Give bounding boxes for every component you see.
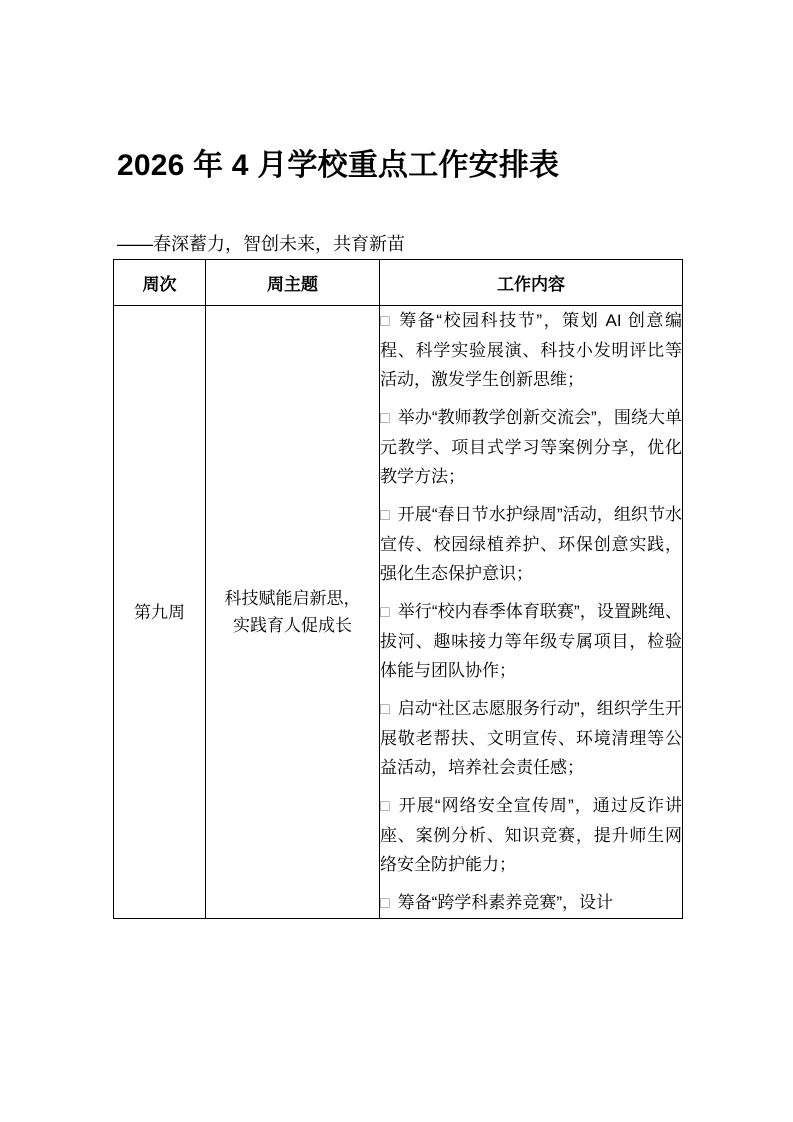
checkbox-square-icon: □ — [380, 895, 390, 912]
task-item — [380, 597, 682, 685]
cell-week-number: 第九周 — [114, 306, 206, 919]
checkbox-square-icon: □ — [380, 798, 391, 815]
table-header-row — [114, 260, 683, 306]
checkbox-square-icon: □ — [380, 604, 390, 621]
checkbox-square-icon: □ — [380, 701, 390, 718]
page-subtitle: ——春深蓄力，智创未来，共育新苗 — [117, 234, 405, 254]
column-header-theme: 周主题 — [206, 260, 380, 306]
theme-line-1: 科技赋能启新思， — [224, 589, 361, 608]
task-item — [380, 306, 682, 394]
task-text: 开展“春日节水护绿周”活动，组织节水宣传、校园绿植养护、环保创意实践，强化生态保护意识； — [380, 505, 683, 583]
table-row — [114, 306, 683, 919]
task-item — [380, 888, 682, 918]
task-text: 举行“校内春季体育联赛”，设置跳绳、拔河、趣味接力等年级专属项目，检验体能与团队协作； — [380, 602, 683, 680]
task-text: 筹备“跨学科素养竞赛”，设计 — [397, 893, 613, 912]
work-schedule-table — [113, 259, 683, 919]
task-text: 筹备“校园科技节”，策划 AI 创意编程、科学实验展演、科技小发明评比等活动，激发学生创新思维； — [380, 311, 682, 389]
task-text: 开展“网络安全宣传周”，通过反诈讲座、案例分析、知识竞赛，提升师生网络安全防护能力； — [380, 796, 682, 874]
checkbox-square-icon: □ — [380, 410, 390, 427]
task-item — [380, 500, 682, 588]
table-body — [114, 306, 683, 919]
theme-line-2: 实践育人促成长 — [233, 616, 352, 635]
checkbox-square-icon: □ — [380, 507, 390, 524]
task-text: 启动“社区志愿服务行动”，组织学生开展敬老帮扶、文明宣传、环境清理等公益活动，培养社会责任感； — [380, 699, 683, 777]
checkbox-square-icon: □ — [380, 313, 392, 330]
cell-work-content — [380, 306, 683, 919]
task-text: 举办“教师教学创新交流会”，围绕大单元教学、项目式学习等案例分享，优化教学方法； — [380, 408, 683, 486]
task-item — [380, 403, 682, 491]
column-header-content: 工作内容 — [380, 260, 683, 306]
page-title: 2026 年 4 月学校重点工作安排表 — [117, 149, 560, 183]
cell-week-theme — [206, 306, 380, 919]
task-item — [380, 694, 682, 782]
column-header-week: 周次 — [114, 260, 206, 306]
task-item — [380, 791, 682, 879]
